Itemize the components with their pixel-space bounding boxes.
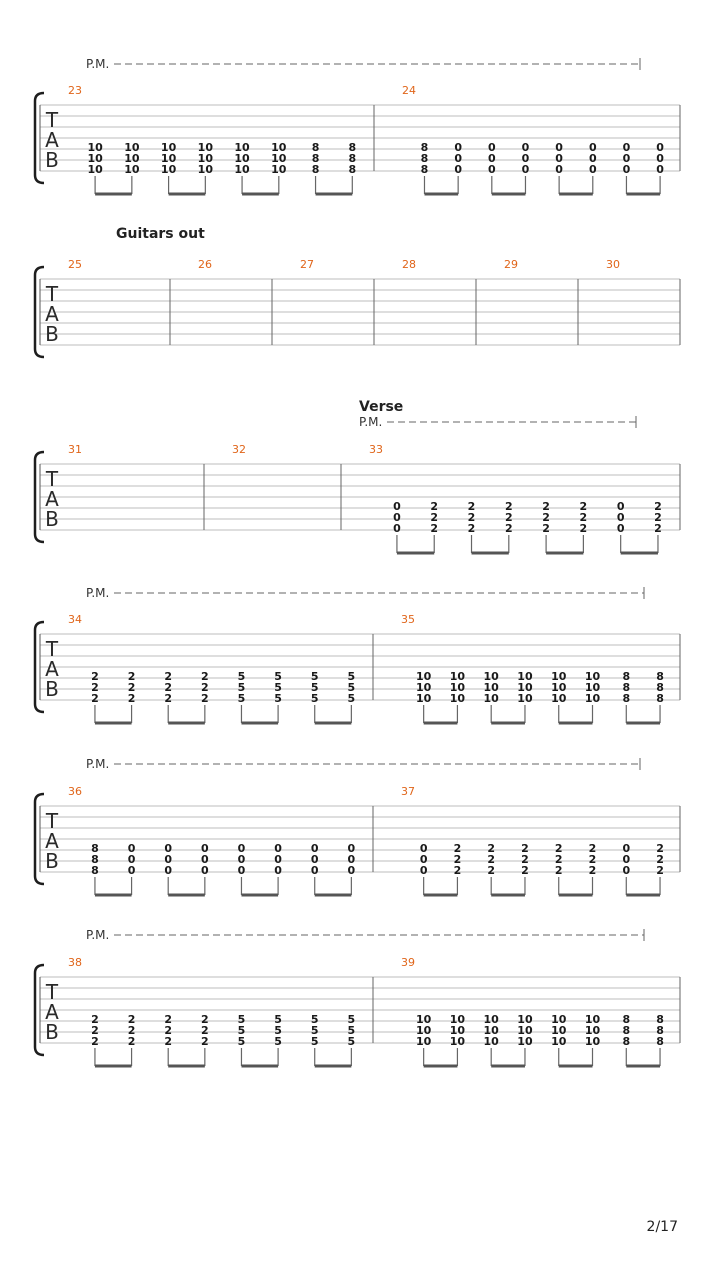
fret-number: 8 bbox=[656, 1013, 664, 1026]
fret-number: 2 bbox=[504, 511, 513, 524]
fret-number: 5 bbox=[347, 1024, 356, 1037]
fret-number: 0 bbox=[454, 141, 462, 154]
fret-number: 10 bbox=[124, 163, 140, 176]
fret-number: 2 bbox=[164, 1035, 173, 1048]
tab-clef-letter: B bbox=[45, 677, 59, 701]
fret-number: 0 bbox=[656, 163, 664, 176]
fret-number: 8 bbox=[420, 152, 429, 165]
fret-number: 10 bbox=[449, 1024, 466, 1037]
fret-number: 8 bbox=[348, 141, 357, 154]
fret-number: 2 bbox=[554, 853, 563, 866]
fret-number: 0 bbox=[622, 864, 631, 877]
fret-number: 2 bbox=[467, 522, 476, 535]
fret-number: 10 bbox=[160, 163, 177, 176]
text-marker: Guitars out bbox=[116, 226, 205, 242]
fret-number: 10 bbox=[160, 141, 177, 154]
fret-number: 5 bbox=[237, 670, 246, 683]
fret-number: 10 bbox=[271, 152, 287, 165]
fret-number: 2 bbox=[656, 853, 664, 866]
fret-number: 10 bbox=[415, 681, 432, 694]
fret-number: 2 bbox=[127, 1024, 136, 1037]
section-marker: Verse bbox=[359, 399, 404, 415]
fret-number: 5 bbox=[310, 1024, 319, 1037]
fret-number: 10 bbox=[584, 692, 601, 705]
fret-number: 10 bbox=[415, 670, 432, 683]
fret-number: 2 bbox=[588, 853, 597, 866]
fret-number: 10 bbox=[415, 692, 432, 705]
fret-number: 10 bbox=[517, 692, 533, 705]
fret-number: 10 bbox=[551, 1024, 567, 1037]
fret-number: 2 bbox=[430, 522, 439, 535]
fret-number: 10 bbox=[271, 141, 287, 154]
fret-number: 2 bbox=[91, 1035, 99, 1048]
tab-clef-letter: T bbox=[45, 980, 59, 1004]
fret-number: 2 bbox=[453, 842, 462, 855]
measure-number: 25 bbox=[68, 258, 82, 271]
fret-number: 0 bbox=[164, 842, 173, 855]
fret-number: 5 bbox=[237, 1024, 246, 1037]
fret-number: 10 bbox=[160, 152, 177, 165]
fret-number: 8 bbox=[622, 681, 631, 694]
fret-number: 10 bbox=[517, 1013, 533, 1026]
fret-number: 2 bbox=[91, 692, 99, 705]
fret-number: 10 bbox=[87, 163, 103, 176]
fret-number: 0 bbox=[393, 500, 401, 513]
fret-number: 0 bbox=[588, 163, 597, 176]
fret-number: 2 bbox=[656, 842, 664, 855]
fret-number: 5 bbox=[274, 1013, 282, 1026]
fret-number: 10 bbox=[197, 141, 213, 154]
fret-number: 2 bbox=[487, 842, 496, 855]
fret-number: 0 bbox=[555, 163, 563, 176]
tab-clef-letter: B bbox=[45, 1020, 59, 1044]
fret-number: 10 bbox=[483, 692, 499, 705]
tab-clef-letter: A bbox=[45, 657, 59, 681]
fret-number: 0 bbox=[622, 842, 631, 855]
fret-number: 0 bbox=[127, 864, 136, 877]
tab-clef-letter: T bbox=[45, 637, 59, 661]
fret-number: 5 bbox=[347, 670, 356, 683]
fret-number: 10 bbox=[517, 670, 533, 683]
fret-number: 5 bbox=[237, 1013, 246, 1026]
fret-number: 10 bbox=[449, 692, 466, 705]
fret-number: 0 bbox=[487, 141, 496, 154]
measure-number: 36 bbox=[68, 785, 82, 798]
fret-number: 2 bbox=[201, 670, 209, 683]
fret-number: 10 bbox=[415, 1035, 432, 1048]
fret-number: 10 bbox=[449, 1035, 466, 1048]
measure-number: 24 bbox=[402, 84, 416, 97]
fret-number: 5 bbox=[347, 692, 356, 705]
fret-number: 0 bbox=[419, 864, 428, 877]
fret-number: 8 bbox=[91, 842, 99, 855]
fret-number: 0 bbox=[393, 522, 401, 535]
fret-number: 8 bbox=[622, 670, 631, 683]
palm-mute-label: P.M. bbox=[86, 586, 110, 600]
fret-number: 0 bbox=[622, 141, 631, 154]
measure-number: 35 bbox=[401, 613, 415, 626]
fret-number: 0 bbox=[622, 152, 631, 165]
tab-clef-letter: T bbox=[45, 282, 59, 306]
fret-number: 10 bbox=[271, 163, 287, 176]
fret-number: 0 bbox=[393, 511, 401, 524]
fret-number: 8 bbox=[622, 1013, 631, 1026]
fret-number: 2 bbox=[521, 842, 529, 855]
fret-number: 2 bbox=[487, 853, 496, 866]
tab-clef-letter: A bbox=[45, 829, 59, 853]
fret-number: 5 bbox=[310, 681, 319, 694]
fret-number: 8 bbox=[348, 152, 357, 165]
fret-number: 2 bbox=[554, 842, 563, 855]
fret-number: 2 bbox=[467, 511, 476, 524]
fret-number: 2 bbox=[588, 864, 597, 877]
fret-number: 10 bbox=[584, 681, 601, 694]
fret-number: 10 bbox=[483, 1035, 499, 1048]
fret-number: 2 bbox=[201, 681, 209, 694]
measure-number: 34 bbox=[68, 613, 82, 626]
fret-number: 2 bbox=[164, 670, 173, 683]
fret-number: 2 bbox=[579, 522, 588, 535]
fret-number: 5 bbox=[237, 1035, 246, 1048]
fret-number: 0 bbox=[616, 511, 625, 524]
fret-number: 0 bbox=[616, 522, 625, 535]
fret-number: 8 bbox=[311, 152, 320, 165]
fret-number: 5 bbox=[274, 1024, 282, 1037]
fret-number: 0 bbox=[237, 864, 246, 877]
fret-number: 0 bbox=[419, 853, 428, 866]
fret-number: 0 bbox=[454, 163, 462, 176]
fret-number: 2 bbox=[127, 670, 136, 683]
fret-number: 0 bbox=[656, 152, 664, 165]
fret-number: 8 bbox=[622, 1024, 631, 1037]
fret-number: 10 bbox=[517, 1035, 533, 1048]
fret-number: 10 bbox=[483, 1013, 499, 1026]
fret-number: 2 bbox=[654, 511, 662, 524]
page-number: 2/17 bbox=[646, 1219, 678, 1235]
fret-number: 10 bbox=[449, 1013, 466, 1026]
fret-number: 0 bbox=[127, 853, 136, 866]
fret-number: 2 bbox=[487, 864, 496, 877]
fret-number: 0 bbox=[347, 864, 356, 877]
fret-number: 8 bbox=[311, 163, 320, 176]
tab-clef-letter: B bbox=[45, 322, 59, 346]
tab-clef-letter: T bbox=[45, 809, 59, 833]
fret-number: 5 bbox=[237, 692, 246, 705]
fret-number: 8 bbox=[348, 163, 357, 176]
fret-number: 2 bbox=[504, 500, 513, 513]
fret-number: 5 bbox=[347, 681, 356, 694]
fret-number: 2 bbox=[91, 1024, 99, 1037]
fret-number: 0 bbox=[274, 842, 282, 855]
fret-number: 5 bbox=[274, 670, 282, 683]
measure-number: 37 bbox=[401, 785, 415, 798]
tab-clef-letter: A bbox=[45, 1000, 59, 1024]
fret-number: 2 bbox=[164, 692, 173, 705]
tab-clef-letter: A bbox=[45, 487, 59, 511]
fret-number: 10 bbox=[234, 152, 250, 165]
fret-number: 2 bbox=[588, 842, 597, 855]
fret-number: 2 bbox=[654, 500, 662, 513]
fret-number: 8 bbox=[420, 163, 429, 176]
fret-number: 5 bbox=[274, 681, 282, 694]
fret-number: 2 bbox=[656, 864, 664, 877]
fret-number: 2 bbox=[127, 1013, 136, 1026]
measure-number: 31 bbox=[68, 443, 82, 456]
fret-number: 0 bbox=[310, 853, 319, 866]
fret-number: 2 bbox=[164, 681, 173, 694]
fret-number: 2 bbox=[91, 681, 99, 694]
fret-number: 10 bbox=[124, 141, 140, 154]
fret-number: 10 bbox=[124, 152, 140, 165]
fret-number: 10 bbox=[87, 152, 103, 165]
fret-number: 10 bbox=[483, 1024, 499, 1037]
measure-number: 27 bbox=[300, 258, 314, 271]
fret-number: 0 bbox=[201, 864, 209, 877]
fret-number: 5 bbox=[310, 692, 319, 705]
palm-mute-label: P.M. bbox=[86, 57, 110, 71]
fret-number: 0 bbox=[622, 163, 631, 176]
fret-number: 10 bbox=[551, 681, 567, 694]
fret-number: 2 bbox=[521, 853, 529, 866]
tab-clef-letter: B bbox=[45, 148, 59, 172]
fret-number: 10 bbox=[234, 163, 250, 176]
tab-clef-letter: B bbox=[45, 507, 59, 531]
fret-number: 10 bbox=[584, 1035, 601, 1048]
fret-number: 8 bbox=[656, 681, 664, 694]
fret-number: 2 bbox=[201, 692, 209, 705]
fret-number: 2 bbox=[91, 670, 99, 683]
fret-number: 10 bbox=[483, 681, 499, 694]
fret-number: 0 bbox=[555, 141, 563, 154]
fret-number: 2 bbox=[453, 853, 462, 866]
fret-number: 2 bbox=[164, 1013, 173, 1026]
fret-number: 0 bbox=[555, 152, 563, 165]
fret-number: 10 bbox=[551, 1013, 567, 1026]
fret-number: 0 bbox=[588, 152, 597, 165]
fret-number: 0 bbox=[616, 500, 625, 513]
palm-mute-label: P.M. bbox=[86, 757, 110, 771]
fret-number: 0 bbox=[274, 853, 282, 866]
fret-number: 2 bbox=[127, 681, 136, 694]
fret-number: 8 bbox=[622, 692, 631, 705]
fret-number: 2 bbox=[521, 864, 529, 877]
fret-number: 0 bbox=[454, 152, 462, 165]
fret-number: 0 bbox=[164, 864, 173, 877]
fret-number: 0 bbox=[201, 853, 209, 866]
fret-number: 2 bbox=[542, 522, 550, 535]
fret-number: 2 bbox=[201, 1013, 209, 1026]
fret-number: 2 bbox=[430, 511, 439, 524]
fret-number: 2 bbox=[554, 864, 563, 877]
fret-number: 10 bbox=[584, 670, 601, 683]
fret-number: 5 bbox=[274, 692, 282, 705]
fret-number: 10 bbox=[87, 141, 103, 154]
fret-number: 10 bbox=[584, 1013, 601, 1026]
palm-mute-label: P.M. bbox=[86, 928, 110, 942]
fret-number: 5 bbox=[237, 681, 246, 694]
tab-clef-letter: A bbox=[45, 128, 59, 152]
measure-number: 33 bbox=[369, 443, 383, 456]
fret-number: 10 bbox=[234, 141, 250, 154]
measure-number: 26 bbox=[198, 258, 212, 271]
fret-number: 2 bbox=[430, 500, 439, 513]
tab-clef-letter: A bbox=[45, 302, 59, 326]
fret-number: 2 bbox=[164, 1024, 173, 1037]
fret-number: 2 bbox=[453, 864, 462, 877]
fret-number: 2 bbox=[467, 500, 476, 513]
fret-number: 2 bbox=[201, 1035, 209, 1048]
fret-number: 0 bbox=[487, 163, 496, 176]
fret-number: 0 bbox=[127, 842, 136, 855]
fret-number: 0 bbox=[310, 842, 319, 855]
fret-number: 0 bbox=[521, 152, 530, 165]
fret-number: 10 bbox=[551, 1035, 567, 1048]
fret-number: 0 bbox=[521, 141, 530, 154]
fret-number: 10 bbox=[551, 670, 567, 683]
fret-number: 2 bbox=[579, 511, 588, 524]
fret-number: 0 bbox=[347, 853, 356, 866]
fret-number: 10 bbox=[449, 681, 466, 694]
fret-number: 2 bbox=[654, 522, 662, 535]
fret-number: 2 bbox=[542, 511, 550, 524]
fret-number: 5 bbox=[347, 1013, 356, 1026]
fret-number: 0 bbox=[347, 842, 356, 855]
fret-number: 2 bbox=[542, 500, 550, 513]
fret-number: 2 bbox=[127, 1035, 136, 1048]
fret-number: 10 bbox=[517, 1024, 533, 1037]
measure-number: 38 bbox=[68, 956, 82, 969]
fret-number: 0 bbox=[237, 853, 246, 866]
tab-clef-letter: T bbox=[45, 467, 59, 491]
fret-number: 8 bbox=[91, 853, 99, 866]
fret-number: 2 bbox=[91, 1013, 99, 1026]
fret-number: 10 bbox=[483, 670, 499, 683]
fret-number: 10 bbox=[415, 1013, 432, 1026]
fret-number: 5 bbox=[347, 1035, 356, 1048]
fret-number: 2 bbox=[127, 692, 136, 705]
fret-number: 0 bbox=[588, 141, 597, 154]
fret-number: 0 bbox=[521, 163, 530, 176]
fret-number: 8 bbox=[311, 141, 320, 154]
measure-number: 29 bbox=[504, 258, 518, 271]
measure-number: 39 bbox=[401, 956, 415, 969]
fret-number: 10 bbox=[517, 681, 533, 694]
fret-number: 8 bbox=[656, 1024, 664, 1037]
fret-number: 2 bbox=[579, 500, 588, 513]
fret-number: 0 bbox=[274, 864, 282, 877]
fret-number: 0 bbox=[164, 853, 173, 866]
fret-number: 5 bbox=[274, 1035, 282, 1048]
fret-number: 8 bbox=[91, 864, 99, 877]
palm-mute-label: P.M. bbox=[359, 415, 383, 429]
fret-number: 0 bbox=[310, 864, 319, 877]
fret-number: 2 bbox=[201, 1024, 209, 1037]
tab-clef-letter: B bbox=[45, 849, 59, 873]
fret-number: 8 bbox=[656, 1035, 664, 1048]
fret-number: 8 bbox=[622, 1035, 631, 1048]
fret-number: 10 bbox=[197, 163, 213, 176]
fret-number: 0 bbox=[656, 141, 664, 154]
fret-number: 10 bbox=[415, 1024, 432, 1037]
fret-number: 5 bbox=[310, 1013, 319, 1026]
fret-number: 8 bbox=[420, 141, 429, 154]
measure-number: 30 bbox=[606, 258, 620, 271]
measure-number: 28 bbox=[402, 258, 416, 271]
fret-number: 0 bbox=[487, 152, 496, 165]
tab-clef-letter: T bbox=[45, 108, 59, 132]
fret-number: 0 bbox=[419, 842, 428, 855]
fret-number: 10 bbox=[551, 692, 567, 705]
fret-number: 0 bbox=[237, 842, 246, 855]
fret-number: 10 bbox=[197, 152, 213, 165]
fret-number: 0 bbox=[622, 853, 631, 866]
fret-number: 10 bbox=[449, 670, 466, 683]
fret-number: 8 bbox=[656, 692, 664, 705]
fret-number: 2 bbox=[504, 522, 513, 535]
measure-number: 23 bbox=[68, 84, 82, 97]
fret-number: 0 bbox=[201, 842, 209, 855]
fret-number: 10 bbox=[584, 1024, 601, 1037]
measure-number: 32 bbox=[232, 443, 246, 456]
fret-number: 8 bbox=[656, 670, 664, 683]
fret-number: 5 bbox=[310, 670, 319, 683]
fret-number: 5 bbox=[310, 1035, 319, 1048]
